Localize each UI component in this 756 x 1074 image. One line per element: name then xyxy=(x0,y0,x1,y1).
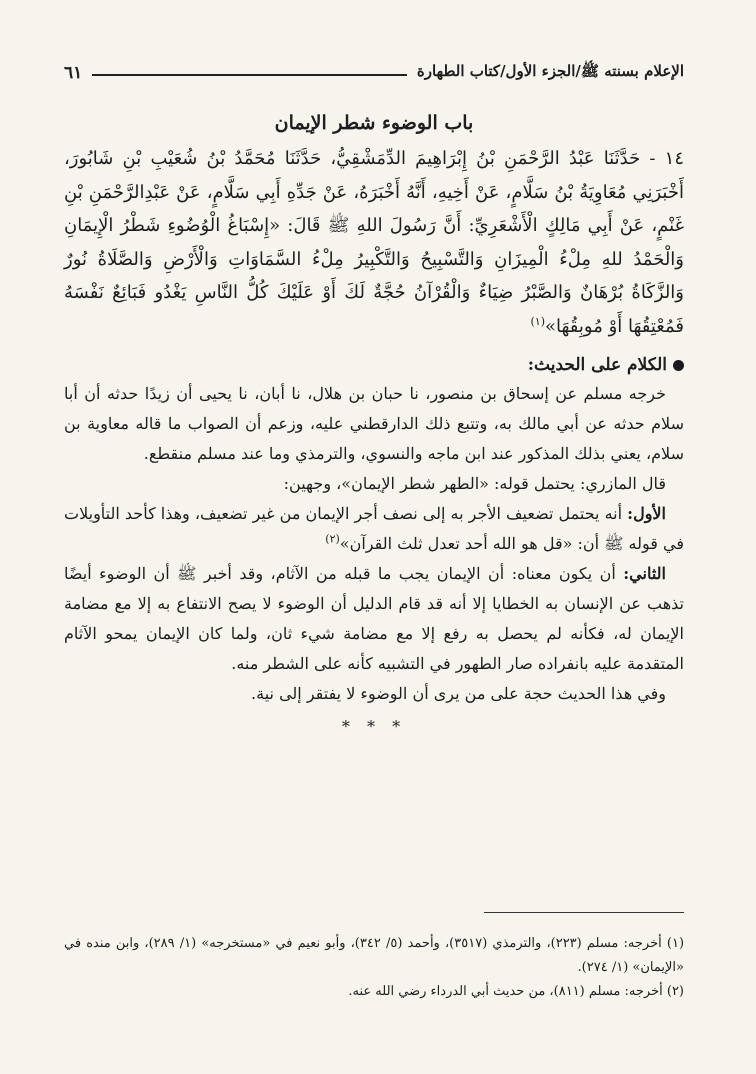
second-aspect-text: أن يكون معناه: أن الإيمان يجب ما قبله من الآثام، وقد أخبر ﷺ أن الوضوء أيضًا تذهب عن الإنسان به الخطايا إلا أنه قد قام الدليل أن الوضوء لا يصح الانتفاع به إلا مع مضامة الإيمان له، فكأنه لم يحصل به رفع إلا مع مضامة شيء ثان، ولما كان الإيمان يمحو الآثام المتقدمة عليه بانفراده صار الطهور في التشبيه كأنه على الشطر منه. xyxy=(64,564,684,673)
footnote-rule xyxy=(484,912,684,913)
bullet-icon xyxy=(673,360,684,371)
chapter-title: باب الوضوء شطر الإيمان xyxy=(274,112,474,134)
commentary-paragraph-5: وفي هذا الحديث حجة على من يرى أن الوضوء لا يفتقر إلى نية. xyxy=(251,684,666,703)
page-number: ٦١ xyxy=(64,63,83,83)
footnote-1: (١) أخرجه: مسلم (٢٢٣)، والترمذي (٣٥١٧)، وأحمد (٥/ ٣٤٢)، وأبو نعيم في «مستخرجه» (١/ ٢٨٩)، وابن منده في «الإيمان» (١/ ٢٧٤). xyxy=(64,936,685,975)
footnote-marker-2: (٢) xyxy=(325,532,340,546)
running-title: الإعلام بسنته ﷺ/الجزء الأول/كتاب الطهارة xyxy=(416,62,684,80)
page-header xyxy=(64,60,684,86)
commentary-paragraph-1: خرجه مسلم عن إسحاق بن منصور، نا حبان بن هلال، نا أبان، نا يحيى أن زيدًا حدثه أن أبا سلام حدثه عن أبي مالك به، وتتبع ذلك الدارقطني عليه، وزعم أن الصواب ما قاله معاوية بن سلام، يعني بذلك المذكور عند ابن ماجه والنسوي، والترمذي وما عند مسلم منقطع. xyxy=(64,384,684,463)
second-aspect-label: الثاني: xyxy=(623,564,666,583)
commentary-paragraph-4 xyxy=(64,559,684,679)
hadith-body: ١٤ - حَدَّثَنَا عَبْدُ الرَّحْمَنِ بْنُ إِبْرَاهِيمَ الدِّمَشْقِيُّ، حَدَّثَنَا مُحَمَّدُ بْنُ شُعَيْبِ بْنِ شَابُورَ، أَخْبَرَنِي مُعَاوِيَةُ بْنُ سَلَّامٍ، عَنْ أَخِيهِ، أَنَّهُ أَخْبَرَهُ، عَنْ جَدِّهِ أَبِي سَلَّامٍ، عَنْ عَبْدِالرَّحْمَنِ بْنِ غَنْمٍ، عَنْ أَبِي مَالِكٍ الْأَشْعَرِيِّ: أَنَّ رَسُولَ اللهِ ﷺ قَالَ: «إِسْبَاغُ الْوُضُوءِ شَطْرُ الْإِيمَانِ وَالْحَمْدُ للهِ مِلْءُ الْمِيزَانِ وَالتَّسْبِيحُ وَالتَّكْبِيرُ مِلْءُ السَّمَاوَاتِ وَالْأَرْضِ وَالصَّلَاةُ نُورٌ وَالزَّكَاةُ بُرْهَانٌ وَالصَّبْرُ ضِيَاءٌ وَالْقُرْآنُ حُجَّةٌ لَكَ أَوْ عَلَيْكَ كُلُّ النَّاسِ يَغْدُو فَبَائِعٌ نَفْسَهُ فَمُعْتِقُهَا أَوْ مُوبِقُهَا» xyxy=(64,148,684,337)
footnotes xyxy=(64,932,684,1004)
section-heading xyxy=(64,355,684,375)
first-aspect-label: الأول: xyxy=(627,504,666,523)
header-rule xyxy=(92,74,407,76)
first-aspect-text: أنه يحتمل تضعيف الأجر به إلى نصف أجر الإيمان من غير تضعيف، وهذا كأحد التأويلات في قوله ﷺ أن: «قل هو الله أحد تعدل ثلث القرآن» xyxy=(64,504,684,553)
section-separator: * * * xyxy=(341,717,407,736)
commentary-paragraph-2: قال المازري: يحتمل قوله: «الطهر شطر الإيمان»، وجهين: xyxy=(283,474,666,493)
commentary-paragraph-3 xyxy=(64,499,684,559)
hadith-text xyxy=(64,142,684,343)
section-heading-label: الكلام على الحديث: xyxy=(527,355,667,375)
footnote-2: (٢) أخرجه: مسلم (٨١١)، من حديث أبي الدرداء رضي الله عنه. xyxy=(348,984,684,999)
footnote-marker-1: (١) xyxy=(530,314,545,328)
